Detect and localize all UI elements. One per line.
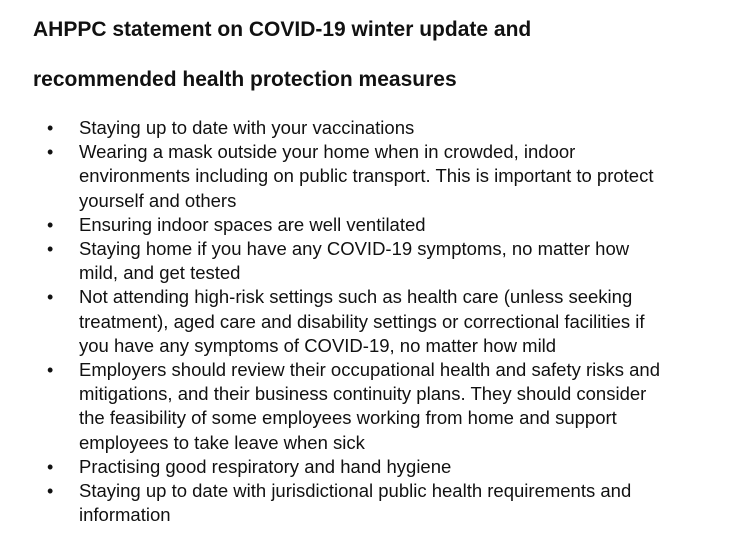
list-item-text: mild, and get tested (79, 262, 241, 284)
bullet-icon: • (47, 287, 54, 308)
list-item-text: Ensuring indoor spaces are well ventilated (79, 213, 426, 235)
list-item-text: information (79, 504, 171, 526)
page-title-line-1: AHPPC statement on COVID-19 winter update and (33, 18, 532, 41)
list-item (0, 116, 740, 140)
list-item-text: treatment), aged care and disability settings or correctional facilities if (79, 310, 645, 332)
page-title-line-2: recommended health protection measures (33, 68, 457, 91)
recommendations-list (0, 116, 740, 527)
list-item-text: Not attending high-risk settings such as health care (unless seeking (79, 286, 633, 308)
bullet-icon: • (47, 142, 54, 163)
list-item-text: Staying up to date with your vaccinations (79, 117, 415, 138)
bullet-icon: • (47, 239, 54, 260)
list-item-text: Staying up to date with jurisdictional public health requirements and (79, 480, 632, 502)
list-item (0, 237, 740, 285)
list-item (0, 479, 740, 527)
list-item-text: employees to take leave when sick (79, 431, 365, 453)
bullet-icon: • (47, 214, 54, 235)
bullet-icon: • (47, 360, 54, 381)
list-item-text: Wearing a mask outside your home when in crowded, indoor (79, 141, 576, 163)
bullet-icon: • (47, 118, 54, 138)
list-item-text: mitigations, and their business continuity plans. They should consider (79, 383, 647, 405)
list-item-text: you have any symptoms of COVID-19, no matter how mild (79, 334, 557, 356)
bullet-icon: • (47, 481, 54, 502)
list-item (0, 140, 740, 213)
list-item-text: the feasibility of some employees working from home and support (79, 407, 617, 429)
list-item-text: Practising good respiratory and hand hygiene (79, 455, 452, 477)
list-item (0, 213, 740, 237)
list-item-text: environments including on public transport. This is important to protect (79, 165, 654, 187)
list-item-text: Staying home if you have any COVID-19 symptoms, no matter how (79, 238, 630, 260)
list-item (0, 358, 740, 455)
list-item-text: yourself and others (79, 189, 237, 211)
bullet-icon: • (47, 456, 54, 477)
list-item (0, 455, 740, 479)
list-item-text: Employers should review their occupational health and safety risks and (79, 359, 661, 381)
list-item (0, 285, 740, 358)
